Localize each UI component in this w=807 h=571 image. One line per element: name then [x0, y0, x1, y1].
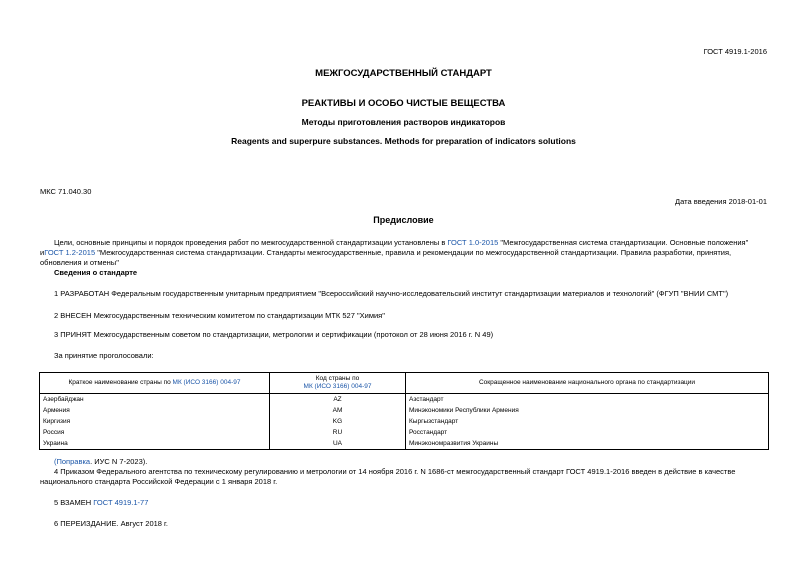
table-row — [40, 394, 769, 406]
gost-1-2-link[interactable]: ГОСТ 1.2-2015 — [44, 248, 96, 257]
title-subtitle: Методы приготовления растворов индикаторов — [301, 117, 506, 127]
header-country — [40, 373, 270, 394]
code-cell: UA — [270, 438, 406, 450]
paragraph-developed: 1 РАЗРАБОТАН Федеральным государственным унитарным предприятием "Всероссийский научно-исследовательский институт стандартизации материалов и технологий" (ФГУП "ВНИИ СМТ") — [54, 289, 729, 298]
table-row — [40, 438, 769, 450]
paragraph-submitted: 2 ВНЕСЕН Межгосударственным техническим комитетом по стандартизации МТК 527 "Химия" — [54, 311, 385, 320]
country-cell: Украина — [40, 438, 270, 450]
table-header-row — [40, 373, 769, 394]
country-cell: Киргизия — [40, 416, 270, 427]
title-main: РЕАКТИВЫ И ОСОБО ЧИСТЫЕ ВЕЩЕСТВА — [301, 98, 506, 109]
code-cell: AZ — [270, 394, 406, 406]
code-cell: AM — [270, 405, 406, 416]
code-cell: KG — [270, 416, 406, 427]
amendment-link[interactable]: (Поправка — [54, 457, 91, 466]
voting-countries-table — [39, 372, 769, 450]
paragraph-voted: За принятие проголосовали: — [54, 351, 154, 360]
intro-text-3: "Межгосударственная система стандартизации. Стандарты межгосударственные, правила и рекомендации по межгосударственной стандартизации. Правила разработки, принятия, обновления и отмены" — [40, 248, 732, 267]
gost-1-0-link[interactable]: ГОСТ 1.0-2015 — [447, 238, 499, 247]
code-cell: RU — [270, 427, 406, 438]
header-code — [270, 373, 406, 394]
org-cell: Азстандарт — [406, 394, 769, 406]
org-cell: Росстандарт — [406, 427, 769, 438]
intro-text-2: "Межгосударственная система стандартизации. Основные положения" и — [40, 238, 749, 257]
amendment-note — [54, 457, 147, 467]
title-interstate: МЕЖГОСУДАРСТВЕННЫЙ СТАНДАРТ — [315, 68, 492, 79]
paragraph-order: 4 Приказом Федерального агентства по техническому регулированию и метрологии от 14 ноября 2016 г. N 1686-ст межгосударственный стандарт ГОСТ 4919.1-2016 введен в действие в качестве национального стандарта Российской Федерации с 1 января 2018 г. — [40, 467, 736, 486]
header-country-text: Краткое наименование страны по — [68, 379, 173, 386]
mks-code: МКС 71.040.30 — [40, 187, 92, 196]
document-code: ГОСТ 4919.1-2016 — [703, 47, 767, 56]
amendment-text: . ИУС N 7-2023). — [90, 457, 148, 466]
intro-date: Дата введения 2018-01-01 — [675, 197, 767, 206]
header-org: Сокращенное наименование национального органа по стандартизации — [406, 373, 769, 394]
title-english: Reagents and superpure substances. Methods for preparation of indicators solutions — [231, 136, 576, 146]
paragraph-reissue: 6 ПЕРЕИЗДАНИЕ. Август 2018 г. — [54, 519, 168, 528]
table-row — [40, 405, 769, 416]
country-cell: Азербайджан — [40, 394, 270, 406]
country-cell: Россия — [40, 427, 270, 438]
table-row — [40, 416, 769, 427]
paragraph-replaces — [54, 498, 148, 508]
org-cell: Минэкономразвития Украины — [406, 438, 769, 450]
standard-info-heading: Сведения о стандарте — [54, 268, 138, 277]
country-cell: Армения — [40, 405, 270, 416]
gost-4919-1-77-link[interactable]: ГОСТ 4919.1-77 — [93, 498, 149, 507]
org-cell: Минэкономики Республики Армения — [406, 405, 769, 416]
org-cell: Кыргызстандарт — [406, 416, 769, 427]
intro-paragraph — [40, 238, 769, 268]
mk-iso-link[interactable]: МК (ИСО 3166) 004-97 — [172, 379, 241, 386]
intro-text-1: Цели, основные принципы и порядок проведения работ по межгосударственной стандартизации установлены в — [54, 238, 448, 247]
mk-iso-code-link[interactable]: МК (ИСО 3166) 004-97 — [303, 383, 372, 390]
replaces-text: 5 ВЗАМЕН — [54, 498, 94, 507]
paragraph-adopted: 3 ПРИНЯТ Межгосударственным советом по стандартизации, метрологии и сертификации (протокол от 28 июня 2016 г. N 49) — [54, 330, 494, 339]
header-code-text: Код страны по — [315, 375, 360, 382]
preface-heading: Предисловие — [373, 215, 434, 225]
table-row — [40, 427, 769, 438]
